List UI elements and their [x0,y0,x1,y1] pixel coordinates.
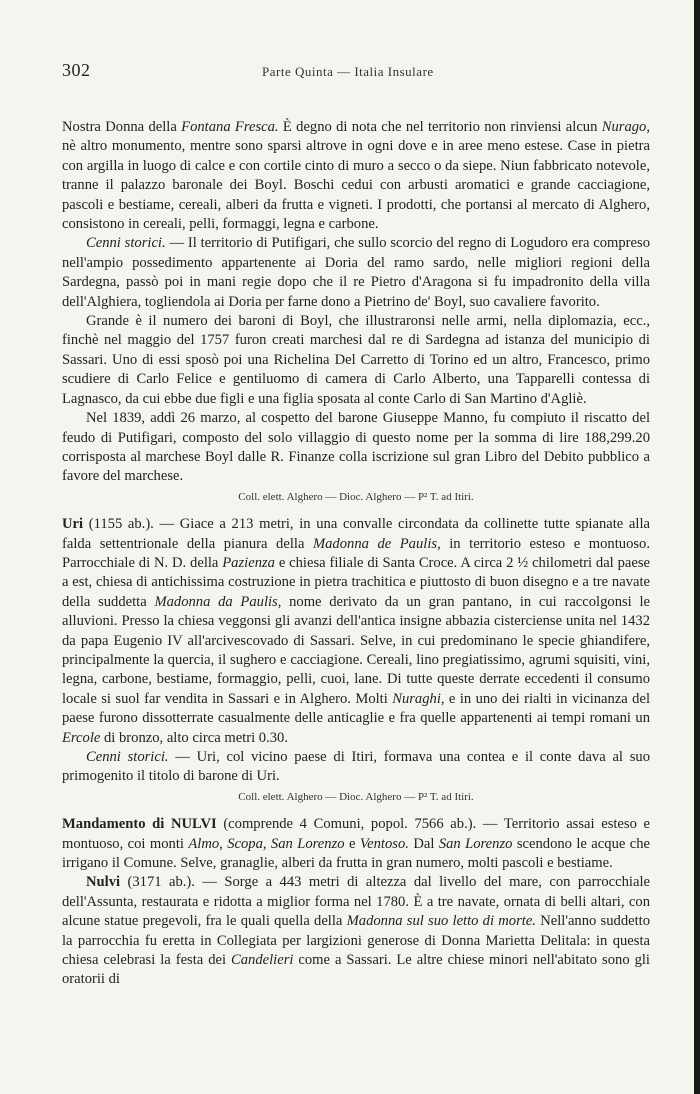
running-title: Parte Quinta — Italia Insulare [262,64,434,79]
entry-heading: Nulvi [86,874,121,891]
italic-term: Almo, Scopa, San Lorenzo [188,835,345,852]
italic-term: San Lorenzo [438,835,513,852]
paragraph: Grande è il numero dei baroni di Boyl, che illustraronsi nelle armi, nella diplomazia, ecc., finchè nel maggio del 1757 furon creati marchesi dal re di Sardegna ad istanza del municipio di Sassari. Uno di essi sposò poi una Richelina Del Carretto di Torino ed un altro, Francesco, primo scudiere di Carlo Felice e gentiluomo di camera di Carlo Alberto, una Tapparelli contessa di Lagnasco, da cui ebbe due figli e una figlia sposata al conte Carlo di San Martino d'Agliè. [62,313,650,407]
reference-line: Coll. elett. Alghero — Dioc. Alghero — P² T. ad Itiri. [238,490,474,503]
reference-line: Coll. elett. Alghero — Dioc. Alghero — P² T. ad Itiri. [238,790,474,803]
entry-nulvi: Nulvi (3171 ab.). — Sorge a 443 metri di altezza dal livello del mare, con parrocchiale dell'Assunta, restaurata e ridotta a miglior forma nel 1780. È a tre navate, ornata di belli altari, con alcune statue pregevoli, fra le quali quella della Madonna sul suo letto di morte. Nell'anno suddetto la parrocchia fu eretta in Collegiata per largizioni generose di Donna Marietta Delitala: in questa chiesa celebrasi la festa dei Candelieri come a Sassari. Le altre chiese minori nell'abitato sono gli oratorii di [62,874,650,988]
italic-term: Nurago [601,119,647,135]
page-edge [694,0,700,1094]
entry-heading: Mandamento di NULVI [62,816,217,833]
italic-term: Ventoso. [359,835,409,852]
body-text [62,118,650,990]
italic-term: Madonna de Paulis [312,535,438,552]
italic-term: Candelieri [231,952,294,969]
entry-heading: Uri [62,516,84,533]
italic-term: Madonna sul suo letto di morte. [346,913,536,930]
book-page [62,60,650,990]
italic-term: Ercole [62,729,101,746]
running-header [62,60,650,92]
italic-term: Nuraghi [392,690,441,707]
entry-mandamento-nulvi: Mandamento di NULVI (comprende 4 Comuni, popol. 7566 ab.). — Territorio assai esteso e montuoso, coi monti Almo, Scopa, San Lorenzo e Ventoso. Dal San Lorenzo scendono le acque che irrigano il Comune. Selve, granaglie, alberi da frutta in gran numero, molti pascoli e bestiame. [62,816,651,872]
italic-term: Cenni storici. [86,235,166,252]
paragraph: Cenni storici. — Uri, col vicino paese di Itiri, formava una contea e il conte dava al suo primogenito il titolo di barone di Uri. [62,749,650,785]
italic-term: Fontana Fresca. [181,119,279,135]
italic-term: Cenni storici. [86,749,169,765]
paragraph: Nel 1839, addì 26 marzo, al cospetto del barone Giuseppe Manno, fu compiuto il riscatto del feudo di Putifigari, composto del solo villaggio di questo nome per la somma di lire 188,299.20 corrisposta al marchese Boyl dalle R. Finanze colla iscrizione sul gran Libro del Debito pubblico a favore del marchese. [62,410,650,485]
italic-term: Pazienza [222,554,275,571]
italic-term: Madonna da Paulis [154,593,278,610]
paragraph: Cenni storici. — Il territorio di Putifigari, che sullo scorcio del regno di Logudoro era compreso nell'ampio possedimento appartenente ai Doria del ramo sardo, nelle migliori regioni della Sardegna, passò poi in mani regie dopo che il re Pietro d'Aragona si fu impadronito della villa dell'Alghiera, togliendola ai Doria per farne dono a Pietrino de' Boyl, suo cavaliere favorito. [62,235,650,310]
paragraph: Nostra Donna della Fontana Fresca. È degno di nota che nel territorio non rinviensi alcun Nurago, nè altro monumento, mentre sono sparsi altrove in ogni dove e in aree meno estese. Case in pietra con argilla in luogo di calce e con cortile cinto di muro a secco o da siepe. Niun fabbricato notevole, tranne il palazzo baronale dei Boyl. Boschi cedui con arbusti aromatici e grande cacciagione, pascoli e bestiame, cereali, alberi da frutta e vigneti. I prodotti, che portansi al mercato di Alghero, consistono in cereali, pelli, formaggi, legna e carbone. [62,119,650,233]
entry-uri: Uri (1155 ab.). — Giace a 213 metri, in una convalle circondata da collinette tutte spianate alla falda settentrionale della pianura della Madonna de Paulis, in territorio esteso e montuoso. Parrocchiale di N. D. della Pazienza e chiesa filiale di Santa Croce. A circa 2 ½ chilometri dal paese a est, chiesa di antichissima costruzione in pietra trachitica e piuttosto di buon disegno e a tre navate della suddetta Madonna da Paulis, nome derivato da un gran pantano, in cui raccolgonsi le alluvioni. Presso la chiesa veggonsi gli avanzi dell'antica insigne abbazia cisterciense unita nel 1432 da papa Eugenio IV all'arcivescovado di Sassari. Selve, in cui predominano le specie ghiandifere, principalmente la quercia, il sughero e cacciagione. Cereali, lino pregiatissimo, agrumi squisiti, vini, legna, carbone, bestiame, formaggio, pelli, cuoi, lane. Di tutte queste derrate eccedenti il consumo locale si suol far vendita in Sassari e in Alghero. Molti Nuraghi, e in uno dei rialti in vicinanza del paese furono dissotterrate casualmente delle anticaglie e fra quelle appartenenti ai tempi romani un Ercole di bronzo, alto circa metri 0.30. [62,516,651,746]
page-number: 302 [62,60,91,80]
